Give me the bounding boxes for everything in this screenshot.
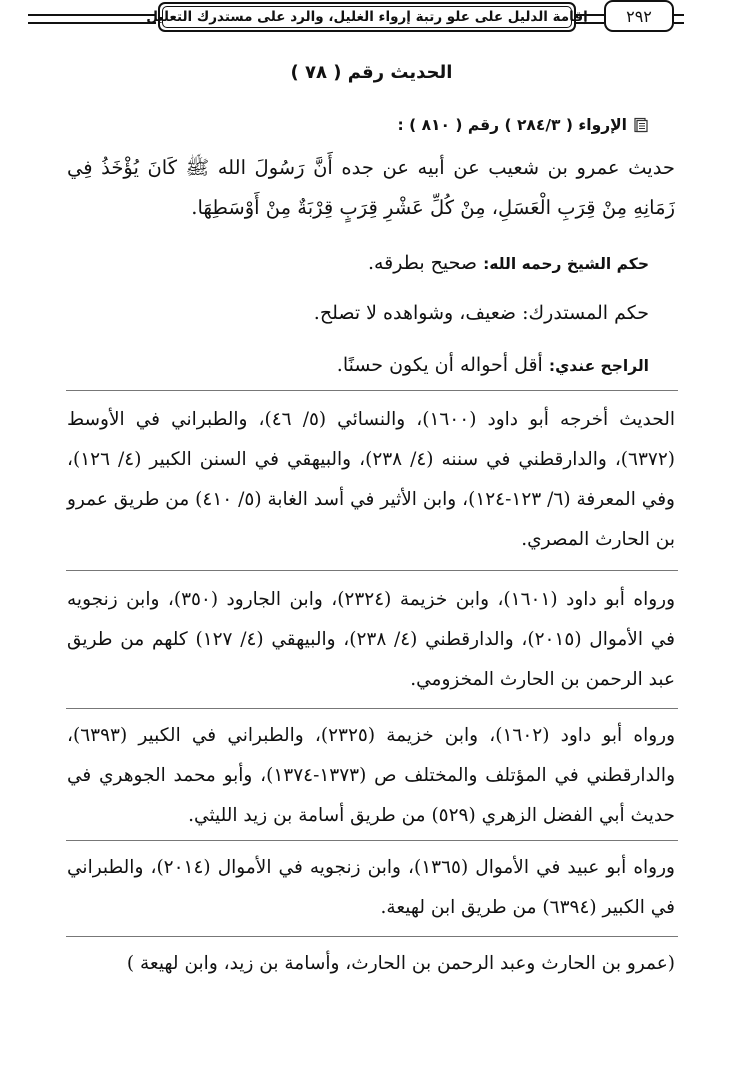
takhrij-paragraph: ورواه أبو عبيد في الأموال (١٣٦٥)، وابن زنجويه في الأموال (٢٠١٤)، والطبراني في الكبير (٦٣٩٤) من طريق ابن لهيعة. <box>67 857 675 918</box>
narrators-summary: (عمرو بن الحارث وعبد الرحمن بن الحارث، وأسامة بن زيد، وابن لهيعة ) <box>126 953 675 974</box>
mustadrik-verdict <box>314 302 649 324</box>
paragraph-divider <box>66 840 678 841</box>
page-number: ٢٩٢ <box>604 0 674 32</box>
shaykh-verdict-value: صحيح بطرقه. <box>367 252 478 274</box>
takhrij-paragraph: ورواه أبو داود (١٦٠٢)، وابن خزيمة (٢٣٢٥)، والطبراني في الكبير (٦٣٩٣)، والدارقطني في المؤتلف والمختلف ص (١٣٧٣-١٣٧٤)، وأبو محمد الجوهري في حديث أبي الفضل الزهري (٥٢٩) من طريق أسامة بن زيد الليثي. <box>67 725 676 826</box>
header-rule <box>28 22 156 24</box>
hadith-text: حديث عمرو بن شعيب عن أبيه عن جده أَنَّ رَسُولَ الله ﷺ كَانَ يُؤْخَذُ فِي زَمَانِهِ مِنْ قِرَبِ الْعَسَلِ، مِنْ كُلِّ عَشْرِ قِرَبٍ قِرْبَةٌ مِنْ أَوْسَطِهَا. <box>67 156 675 219</box>
mustadrik-verdict-value: ضعيف، وشواهده لا تصلح. <box>313 302 517 324</box>
book-icon <box>633 117 649 133</box>
paragraph-divider <box>66 936 678 937</box>
page-header <box>0 0 743 40</box>
rajih-verdict-value: أقل أحواله أن يكون حسنًا. <box>336 354 543 376</box>
mustadrik-verdict-label: حكم المستدرك: <box>522 302 649 324</box>
header-connector <box>576 14 604 16</box>
header-connector <box>576 22 604 24</box>
takhrij-paragraph: الحديث أخرجه أبو داود (١٦٠٠)، والنسائي (٥/ ٤٦)، والطبراني في الأوسط (٦٣٧٢)، والدارقطني في سننه (٤/ ٢٣٨)، والبيهقي في السنن الكبير (٤/ ١٢٦)، وفي المعرفة (٦/ ١٢٣-١٢٤)، وابن الأثير في أسد الغابة (٥/ ٤١٠) من طريق عمرو بن الحارث المصري. <box>67 409 675 550</box>
irwa-reference <box>398 116 650 134</box>
reference-text: الإرواء ( ٢٨٤/٣ ) رقم ( ٨١٠ ) : <box>397 116 627 134</box>
shaykh-verdict-label: حكم الشيخ رحمه الله: <box>483 255 649 273</box>
shaykh-verdict <box>368 252 649 274</box>
header-rule <box>28 14 156 16</box>
rajih-verdict <box>337 354 649 376</box>
rajih-verdict-label: الراجح عندي: <box>548 357 649 375</box>
takhrij-paragraph: ورواه أبو داود (١٦٠١)، وابن خزيمة (٢٣٢٤)، وابن الجارود (٣٥٠)، وابن زنجويه في الأموال (٢٠١٥)، والدارقطني (٤/ ٢٣٨)، والبيهقي (٤/ ١٢٧) كلهم من طريق عبد الرحمن بن الحارث المخزومي. <box>67 589 676 690</box>
paragraph-divider <box>66 708 678 709</box>
paragraph-divider <box>66 570 678 571</box>
book-title: إقامة الدليل على علو رتبة إرواء الغليل، والرد على مستدرك التعليل <box>158 2 576 32</box>
hadith-heading: الحديث رقم ( ٧٨ ) <box>290 62 453 83</box>
header-tick <box>674 22 684 24</box>
header-tick <box>674 14 684 16</box>
paragraph-divider <box>66 390 678 391</box>
